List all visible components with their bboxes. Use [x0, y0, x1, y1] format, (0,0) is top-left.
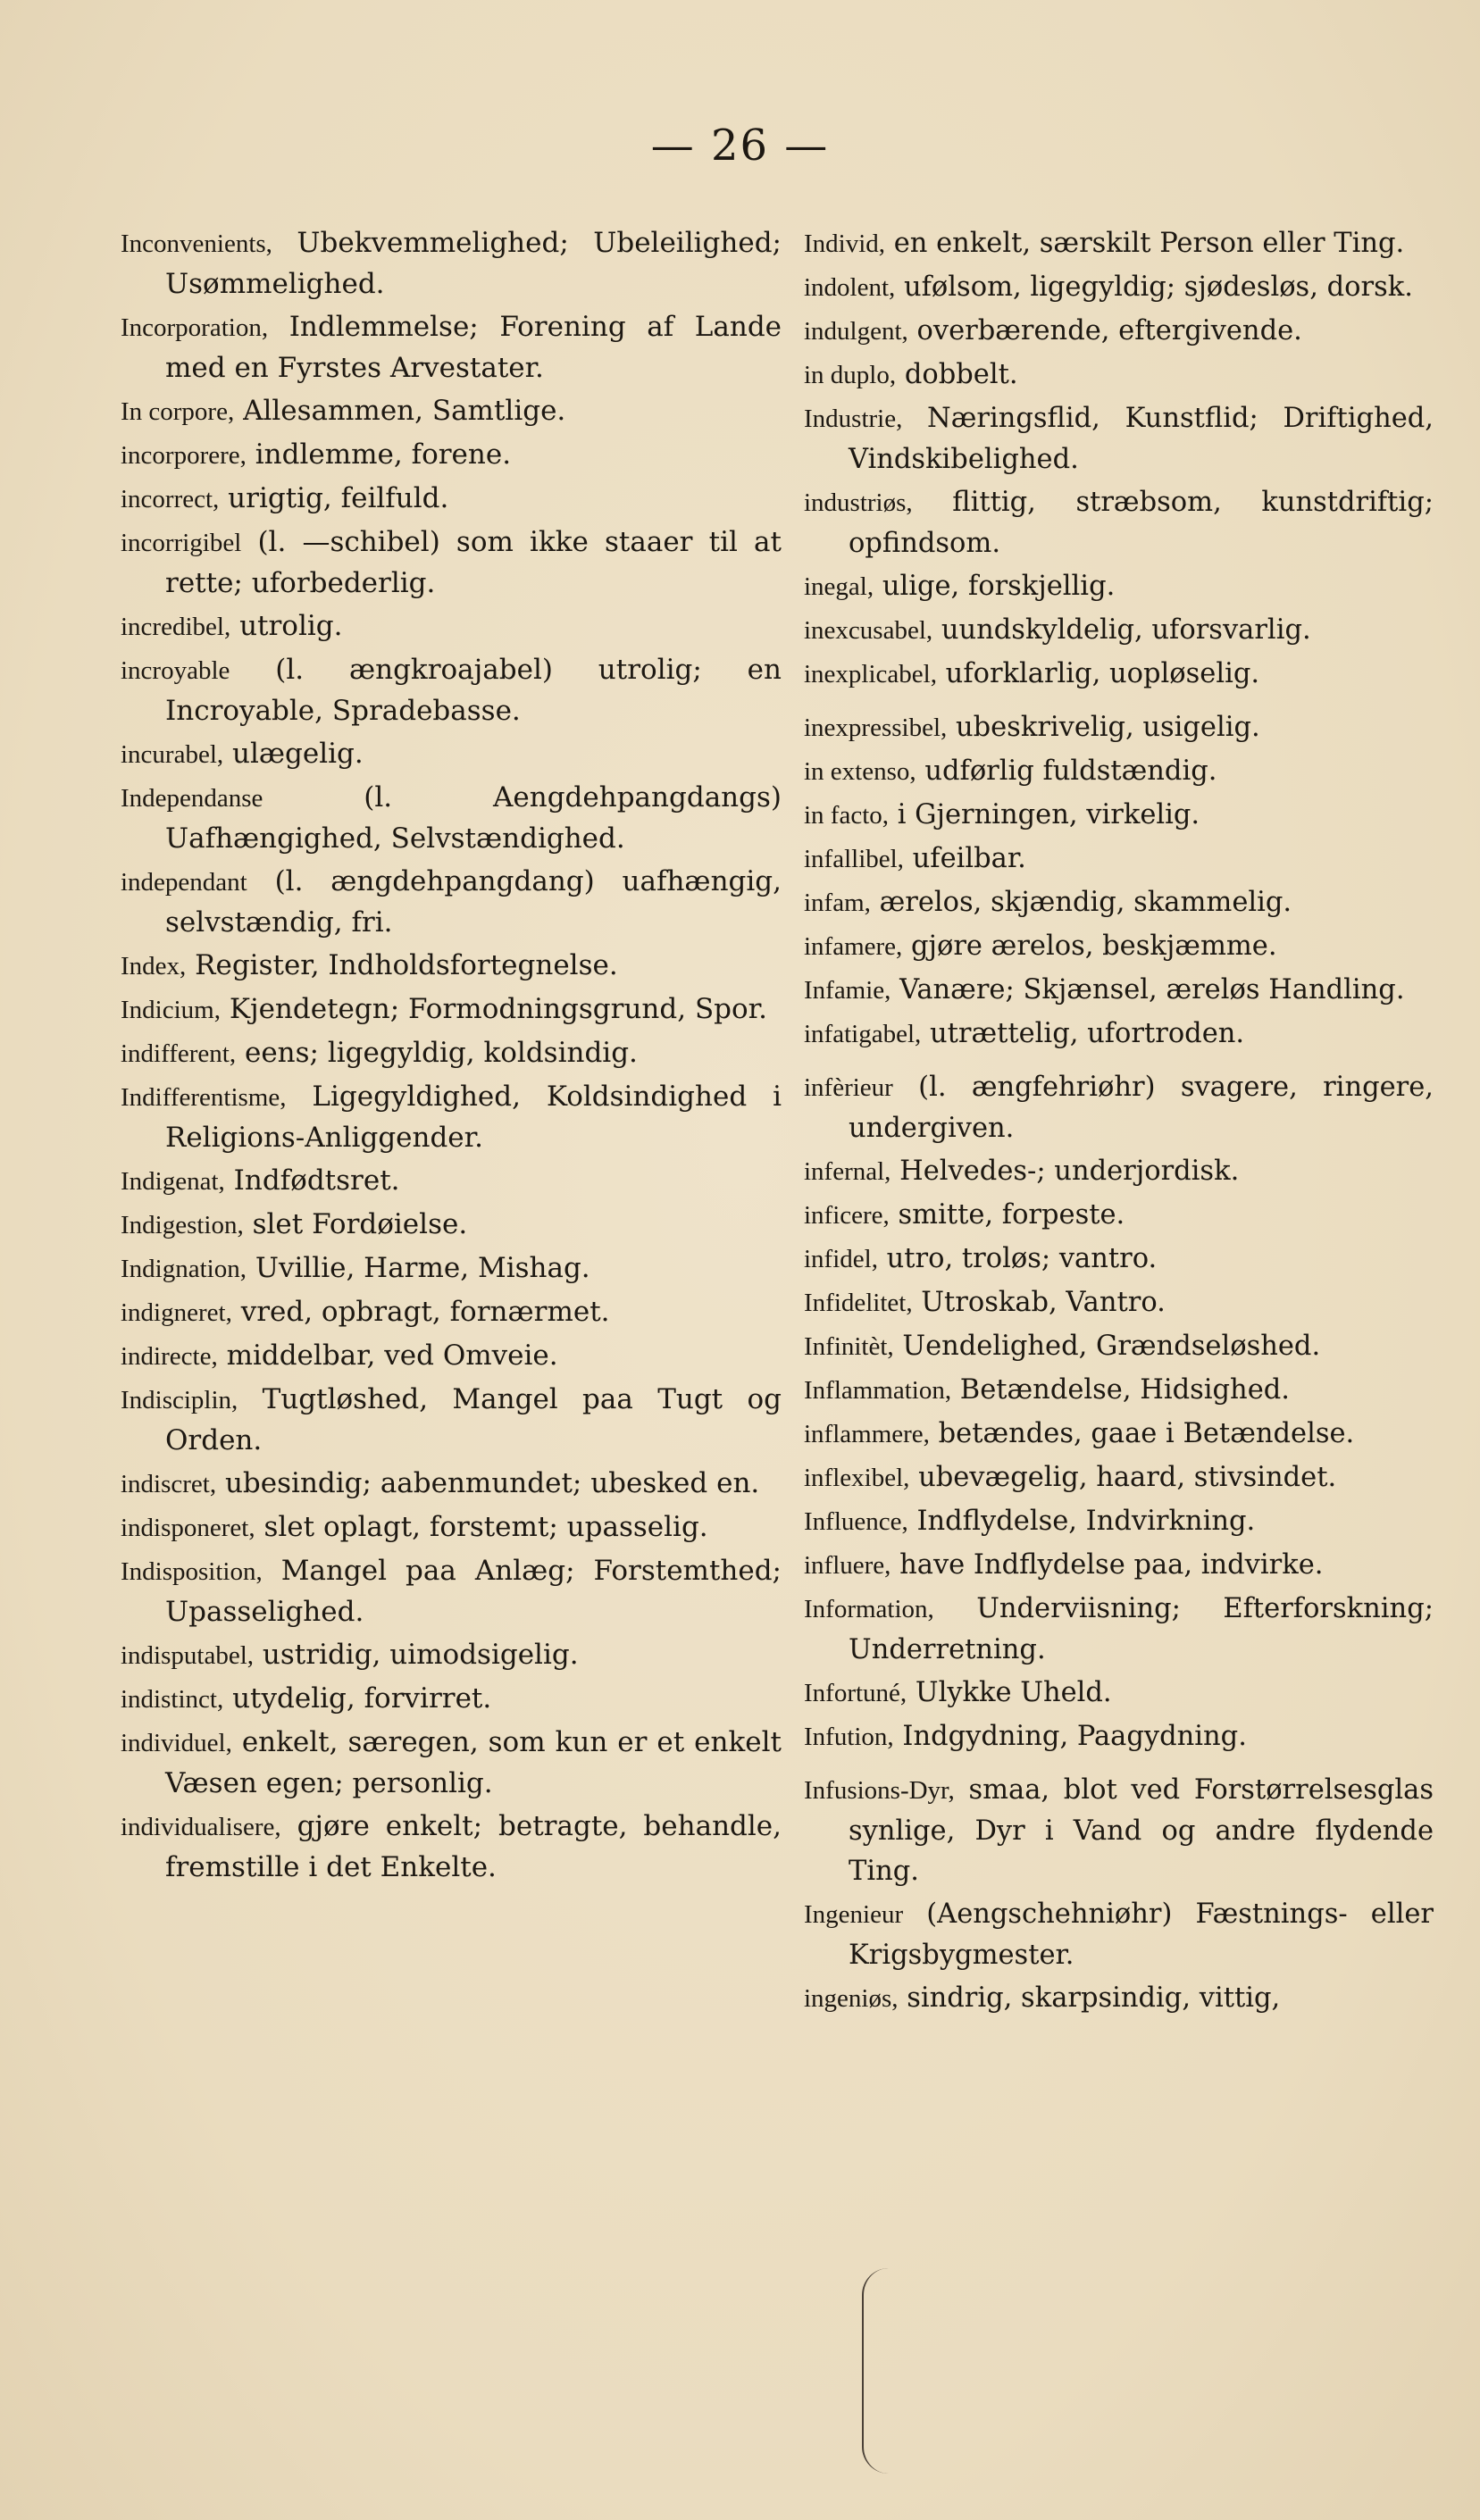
entry-definition: ufølsom, ligegyldig; sjødesløs, dorsk.: [904, 271, 1413, 303]
entry-headword: incredibel,: [121, 613, 231, 641]
entry-definition: ubeskrivelig, usigelig.: [955, 712, 1260, 743]
entry-headword: infamere,: [804, 932, 903, 961]
entry-headword: Infortuné,: [804, 1679, 907, 1707]
entry-headword: Influence,: [804, 1507, 908, 1536]
page-number: — 26 —: [650, 121, 830, 171]
entry-headword: infatigabel,: [804, 1020, 922, 1048]
entry-definition: Helvedes-; underjordisk.: [899, 1156, 1240, 1187]
entry-headword: Individ,: [804, 229, 886, 258]
entry-headword: Infinitèt,: [804, 1332, 894, 1361]
entry-headword: Infusions-Dyr,: [804, 1776, 955, 1805]
right-column: [804, 223, 1434, 2022]
dictionary-entry: [804, 1589, 1434, 1670]
entry-definition: Indlemmelse; Forening af Lande med en Fyrstes Arvestater.: [165, 311, 782, 384]
dictionary-entry: [804, 795, 1434, 836]
dictionary-entry: [121, 1723, 782, 1804]
entry-definition: Ulykke Uheld.: [915, 1677, 1112, 1708]
entry-headword: inegal,: [804, 572, 874, 601]
entry-definition: Mangel paa Anlæg; Forstemthed; Upasselighed.: [165, 1555, 782, 1628]
entry-headword: incorrect,: [121, 485, 220, 513]
dictionary-entry: [804, 1716, 1434, 1757]
entry-definition: Ligegyldighed, Koldsindighed i Religions-Anliggender.: [165, 1081, 782, 1154]
entry-headword: infèrieur: [804, 1073, 893, 1102]
entry-definition: overbærende, eftergivende.: [916, 315, 1302, 346]
dictionary-entry: [804, 398, 1434, 480]
dictionary-entry: [804, 970, 1434, 1011]
dictionary-entry: [121, 1336, 782, 1377]
entry-definition: utydelig, forvirret.: [232, 1682, 492, 1715]
dictionary-entry: [121, 1248, 782, 1289]
entry-headword: Indifferentisme,: [121, 1083, 287, 1112]
entry-definition: utrolig.: [239, 610, 343, 642]
entry-definition: (l. —schibel) som ikke staaer til at rette; uforbederlig.: [165, 526, 782, 599]
dictionary-entry: [121, 1380, 782, 1461]
entry-definition: slet Fordøielse.: [252, 1208, 468, 1240]
entry-definition: Utroskab, Vantro.: [921, 1287, 1166, 1318]
dictionary-entry: [804, 311, 1434, 352]
entry-definition: dobbelt.: [904, 359, 1018, 390]
dictionary-entry: [804, 654, 1434, 695]
left-column: [121, 223, 782, 1890]
entry-definition: Kjendetegn; Formodningsgrund, Spor.: [229, 993, 767, 1025]
dictionary-entry: [121, 862, 782, 943]
entry-headword: Indignation,: [121, 1255, 247, 1283]
entry-definition: gjøre enkelt; betragte, behandle, fremstille i det Enkelte.: [165, 1810, 782, 1883]
dictionary-entry: [804, 751, 1434, 792]
dictionary-entry: [121, 1635, 782, 1676]
entry-definition: Indfødtsret.: [233, 1164, 400, 1197]
entry-definition: uundskyldelig, uforsvarlig.: [941, 614, 1311, 646]
dictionary-entry: [804, 1501, 1434, 1542]
entry-headword: Inconvenients,: [121, 229, 272, 258]
entry-headword: inficere,: [804, 1201, 890, 1230]
entry-headword: indisputabel,: [121, 1641, 255, 1670]
entry-headword: inflexibel,: [804, 1464, 910, 1492]
dictionary-entry: [121, 522, 782, 604]
dictionary-entry: [804, 223, 1434, 264]
entry-definition: ustridig, uimodsigelig.: [262, 1639, 579, 1671]
entry-headword: infallibel,: [804, 845, 904, 873]
dictionary-entry: [121, 307, 782, 388]
entry-headword: Incorporation,: [121, 313, 269, 342]
entry-definition: urigtig, feilfuld.: [228, 482, 449, 514]
entry-definition: ubesindig; aabenmundet; ubesked en.: [224, 1467, 760, 1499]
entry-headword: infernal,: [804, 1157, 891, 1186]
entry-definition: have Indflydelse paa, indvirke.: [899, 1549, 1324, 1581]
entry-definition: indlemme, forene.: [255, 438, 512, 471]
dictionary-entry: [121, 650, 782, 731]
dictionary-entry: [121, 606, 782, 647]
entry-definition: Indflydelse, Indvirkning.: [916, 1506, 1256, 1537]
entry-headword: Ingenieur: [804, 1900, 904, 1929]
entry-headword: Indicium,: [121, 996, 221, 1024]
entry-headword: Independanse: [121, 784, 263, 813]
dictionary-entry: [121, 1679, 782, 1720]
dictionary-entry: [121, 778, 782, 859]
dictionary-entry: [121, 946, 782, 987]
entry-headword: industriøs,: [804, 488, 913, 517]
entry-headword: indirecte,: [121, 1342, 218, 1371]
entry-definition: Ubekvemmelighed; Ubeleilighed; Usømmelighed.: [165, 227, 782, 300]
entry-headword: Index,: [121, 952, 187, 980]
dictionary-entry: [804, 1151, 1434, 1192]
entry-headword: in duplo,: [804, 361, 897, 389]
dictionary-entry: [121, 1205, 782, 1246]
dictionary-entry: [121, 479, 782, 520]
entry-definition: i Gjerningen, virkelig.: [897, 799, 1200, 830]
entry-definition: Vanære; Skjænsel, æreløs Handling.: [899, 974, 1405, 1005]
entry-definition: utrættelig, ufortroden.: [929, 1018, 1245, 1049]
entry-headword: Industrie,: [804, 405, 903, 433]
entry-headword: Information,: [804, 1595, 934, 1623]
entry-headword: individualisere,: [121, 1813, 281, 1841]
dictionary-entry: [804, 1673, 1434, 1714]
entry-definition: Betændelse, Hidsighed.: [959, 1374, 1290, 1406]
entry-headword: independant: [121, 868, 247, 897]
entry-definition: Register, Indholdsfortegnelse.: [195, 949, 618, 981]
entry-headword: indolent,: [804, 273, 896, 302]
dictionary-entry: [121, 1507, 782, 1548]
entry-headword: indigneret,: [121, 1298, 232, 1327]
entry-definition: Tugtløshed, Mangel paa Tugt og Orden.: [165, 1383, 782, 1456]
entry-headword: Infution,: [804, 1723, 894, 1751]
entry-headword: In corpore,: [121, 397, 235, 426]
dictionary-entry: [804, 1545, 1434, 1586]
dictionary-entry: [121, 1033, 782, 1074]
entry-definition: Underviisning; Efterforskning; Underretning.: [849, 1593, 1434, 1665]
dictionary-entry: [804, 1457, 1434, 1498]
entry-headword: infidel,: [804, 1245, 878, 1273]
dictionary-entry: [804, 1239, 1434, 1280]
entry-headword: Infidelitet,: [804, 1289, 913, 1317]
entry-definition: smaa, blot ved Forstørrelsesglas synlige, Dyr i Vand og andre flydende Ting.: [849, 1774, 1434, 1887]
dictionary-entry: [804, 1370, 1434, 1411]
entry-headword: Indigenat,: [121, 1167, 225, 1196]
entry-definition: flittig, stræbsom, kunstdriftig; opfindsom.: [849, 487, 1434, 559]
entry-headword: Inflammation,: [804, 1376, 952, 1405]
dictionary-entry: [121, 1077, 782, 1158]
entry-headword: indulgent,: [804, 317, 908, 346]
dictionary-entry: [804, 1195, 1434, 1236]
entry-definition: en enkelt, særskilt Person eller Ting.: [893, 228, 1405, 259]
entry-definition: ulægelig.: [232, 738, 364, 770]
entry-definition: sindrig, skarpsindig, vittig,: [907, 1982, 1281, 2014]
dictionary-entry: [121, 391, 782, 432]
entry-headword: Indisciplin,: [121, 1386, 238, 1414]
dictionary-entry: [804, 482, 1434, 563]
dictionary-entry: [804, 1326, 1434, 1367]
entry-definition: (l. Aengdehpangdangs) Uafhængighed, Selvstændighed.: [165, 781, 782, 855]
entry-definition: Allesammen, Samtlige.: [243, 395, 566, 427]
dictionary-entry: [121, 1161, 782, 1202]
dictionary-entry: [121, 1464, 782, 1505]
dictionary-entry: [121, 223, 782, 305]
entry-headword: Indisposition,: [121, 1557, 263, 1586]
dictionary-entry: [804, 355, 1434, 396]
entry-definition: (l. ængdehpangdang) uafhængig, selvstændig, fri.: [165, 865, 782, 939]
bracket-mark: [862, 2268, 899, 2474]
entry-definition: enkelt, særegen, som kun er et enkelt Væsen egen; personlig.: [165, 1726, 782, 1799]
entry-headword: individuel,: [121, 1729, 232, 1757]
entry-headword: influere,: [804, 1551, 891, 1580]
entry-headword: incorporere,: [121, 441, 247, 470]
entry-headword: indiscret,: [121, 1470, 217, 1498]
entry-definition: eens; ligegyldig, koldsindig.: [244, 1037, 638, 1069]
entry-definition: (l. ængfehriøhr) svagere, ringere, undergiven.: [849, 1072, 1434, 1144]
entry-definition: (Aengschehniøhr) Fæstnings- eller Krigsbygmester.: [849, 1898, 1434, 1971]
entry-definition: smitte, forpeste.: [898, 1199, 1125, 1231]
entry-definition: ubevægelig, haard, stivsindet.: [918, 1462, 1337, 1493]
dictionary-entry: [804, 1067, 1434, 1148]
entry-headword: in extenso,: [804, 757, 916, 786]
entry-headword: indifferent,: [121, 1039, 237, 1068]
entry-definition: vred, opbragt, fornærmet.: [240, 1296, 610, 1328]
dictionary-entry: [804, 1014, 1434, 1055]
entry-definition: udførlig fuldstændig.: [924, 755, 1217, 787]
dictionary-entry: [804, 926, 1434, 967]
dictionary-entry: [804, 882, 1434, 923]
dictionary-entry: [121, 1551, 782, 1632]
dictionary-entry: [804, 566, 1434, 607]
entry-headword: ingeniøs,: [804, 1984, 899, 2013]
entry-definition: uforklarlig, uopløselig.: [945, 658, 1260, 689]
dictionary-entry: [804, 267, 1434, 308]
entry-definition: Næringsflid, Kunstflid; Driftighed, Vindskibelighed.: [849, 403, 1434, 475]
entry-headword: incorrigibel: [121, 529, 242, 557]
entry-headword: infam,: [804, 889, 871, 917]
entry-headword: inexpressibel,: [804, 713, 948, 742]
entry-definition: betændes, gaae i Betændelse.: [938, 1418, 1355, 1449]
entry-headword: Infamie,: [804, 976, 891, 1005]
entry-headword: indisponeret,: [121, 1514, 255, 1542]
entry-definition: Uvillie, Harme, Mishag.: [255, 1252, 590, 1284]
dictionary-entry: [121, 1292, 782, 1333]
entry-definition: gjøre ærelos, beskjæmme.: [911, 930, 1277, 962]
dictionary-entry: [804, 1414, 1434, 1455]
dictionary-entry: [804, 1282, 1434, 1323]
entry-definition: utro, troløs; vantro.: [886, 1243, 1158, 1274]
dictionary-entry: [121, 734, 782, 775]
dictionary-entry: [121, 1807, 782, 1888]
entry-headword: inexplicabel,: [804, 660, 937, 688]
dictionary-entry: [804, 610, 1434, 651]
entry-headword: incurabel,: [121, 740, 224, 769]
entry-definition: Uendelighed, Grændseløshed.: [902, 1331, 1321, 1362]
entry-definition: middelbar, ved Omveie.: [226, 1339, 558, 1372]
dictionary-entry: [121, 435, 782, 476]
dictionary-entry: [804, 1770, 1434, 1891]
entry-definition: ulige, forskjellig.: [882, 571, 1116, 602]
dictionary-entry: [804, 1894, 1434, 1975]
entry-headword: inexcusabel,: [804, 616, 933, 645]
entry-headword: indistinct,: [121, 1685, 224, 1714]
dictionary-entry: [804, 1978, 1434, 2019]
dictionary-entry: [804, 839, 1434, 880]
entry-definition: slet oplagt, forstemt; upasselig.: [263, 1511, 708, 1543]
dictionary-entry: [121, 989, 782, 1031]
entry-headword: Indigestion,: [121, 1211, 244, 1239]
entry-headword: incroyable: [121, 656, 230, 685]
entry-definition: Indgydning, Paagydning.: [902, 1721, 1247, 1752]
entry-definition: (l. ængkroajabel) utrolig; en Incroyable, Spradebasse.: [165, 654, 782, 727]
entry-headword: in facto,: [804, 801, 890, 830]
entry-definition: ufeilbar.: [912, 843, 1026, 874]
dictionary-entry: [804, 707, 1434, 748]
entry-definition: ærelos, skjændig, skammelig.: [879, 887, 1292, 918]
entry-headword: inflammere,: [804, 1420, 930, 1448]
